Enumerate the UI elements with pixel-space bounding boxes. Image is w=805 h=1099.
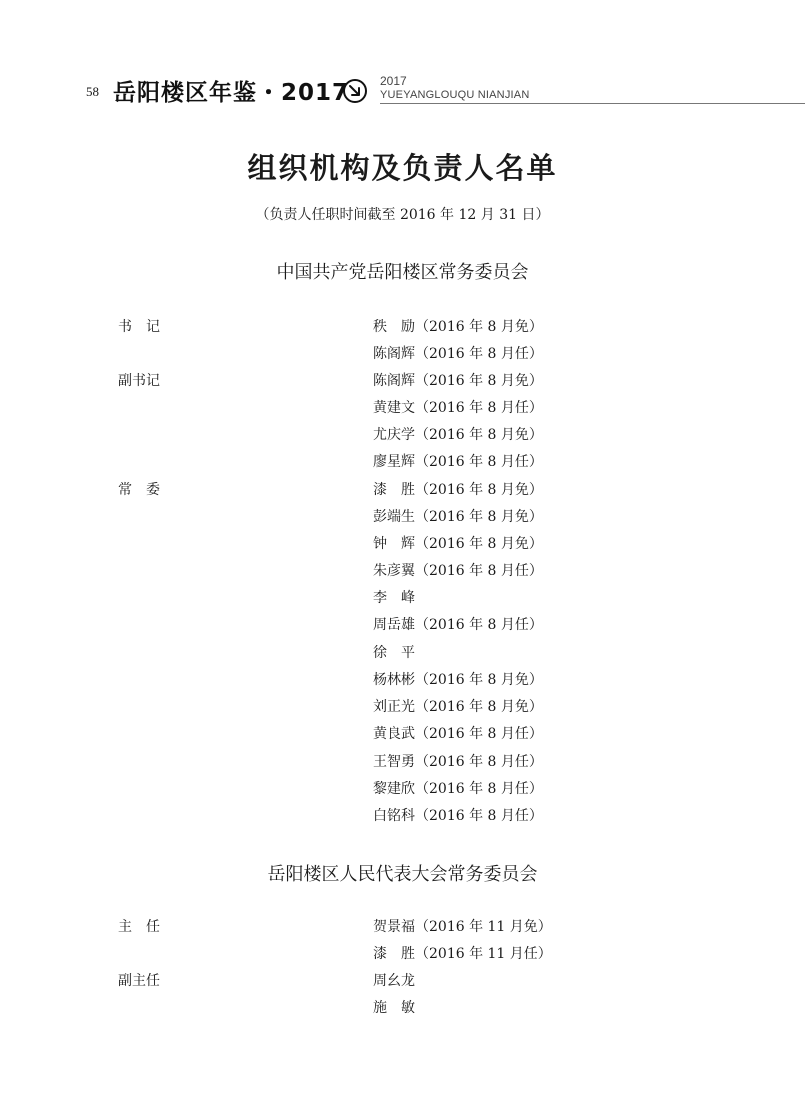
member-entry: 朱彦翼（2016 年 8 月任） bbox=[373, 563, 543, 579]
member-entry: 周幺龙 bbox=[373, 973, 415, 989]
member-entry: 黄良武（2016 年 8 月任） bbox=[373, 726, 543, 742]
page-subtitle: （负责人任职时间截至 2016 年 12 月 31 日） bbox=[255, 207, 550, 223]
header-pinyin: YUEYANGLOUQU NIANJIAN bbox=[380, 89, 530, 101]
circle-arrow-down-right-icon bbox=[342, 78, 368, 104]
member-entry: 王智勇（2016 年 8 月任） bbox=[373, 754, 543, 770]
member-entry: 陈阁辉（2016 年 8 月任） bbox=[373, 346, 543, 362]
member-entry: 白铭科（2016 年 8 月任） bbox=[373, 808, 543, 824]
page-number: 58 bbox=[86, 84, 99, 99]
member-entry: 贺景福（2016 年 11 月免） bbox=[373, 919, 552, 935]
role-label: 副主任 bbox=[118, 973, 160, 989]
header-year: 2017 bbox=[380, 74, 407, 88]
member-entry: 秩 励（2016 年 8 月免） bbox=[373, 319, 543, 335]
member-entry: 周岳雄（2016 年 8 月任） bbox=[373, 617, 543, 633]
section-heading: 岳阳楼区人民代表大会常务委员会 bbox=[267, 864, 538, 885]
member-entry: 漆 胜（2016 年 8 月免） bbox=[373, 482, 543, 498]
member-entry: 尤庆学（2016 年 8 月免） bbox=[373, 427, 543, 443]
header-rule bbox=[380, 103, 805, 104]
book-title: 岳阳楼区年鉴・2017 bbox=[113, 80, 350, 106]
role-label: 主 任 bbox=[118, 919, 160, 935]
running-header bbox=[0, 70, 805, 110]
role-label: 常 委 bbox=[118, 482, 160, 498]
role-label: 副书记 bbox=[118, 373, 160, 389]
member-entry: 徐 平 bbox=[373, 645, 415, 661]
section-heading: 中国共产党岳阳楼区常务委员会 bbox=[276, 262, 529, 283]
role-label: 书 记 bbox=[118, 319, 160, 335]
member-entry: 施 敏 bbox=[373, 1000, 415, 1016]
member-entry: 陈阁辉（2016 年 8 月免） bbox=[373, 373, 543, 389]
member-entry: 彭端生（2016 年 8 月免） bbox=[373, 509, 543, 525]
page-title: 组织机构及负责人名单 bbox=[247, 151, 558, 185]
member-entry: 李 峰 bbox=[373, 590, 415, 606]
member-entry: 黄建文（2016 年 8 月任） bbox=[373, 400, 543, 416]
member-entry: 刘正光（2016 年 8 月免） bbox=[373, 699, 543, 715]
member-entry: 廖星辉（2016 年 8 月任） bbox=[373, 454, 543, 470]
member-entry: 杨林彬（2016 年 8 月免） bbox=[373, 672, 543, 688]
member-entry: 黎建欣（2016 年 8 月任） bbox=[373, 781, 543, 797]
member-entry: 漆 胜（2016 年 11 月任） bbox=[373, 946, 552, 962]
member-entry: 钟 辉（2016 年 8 月免） bbox=[373, 536, 543, 552]
